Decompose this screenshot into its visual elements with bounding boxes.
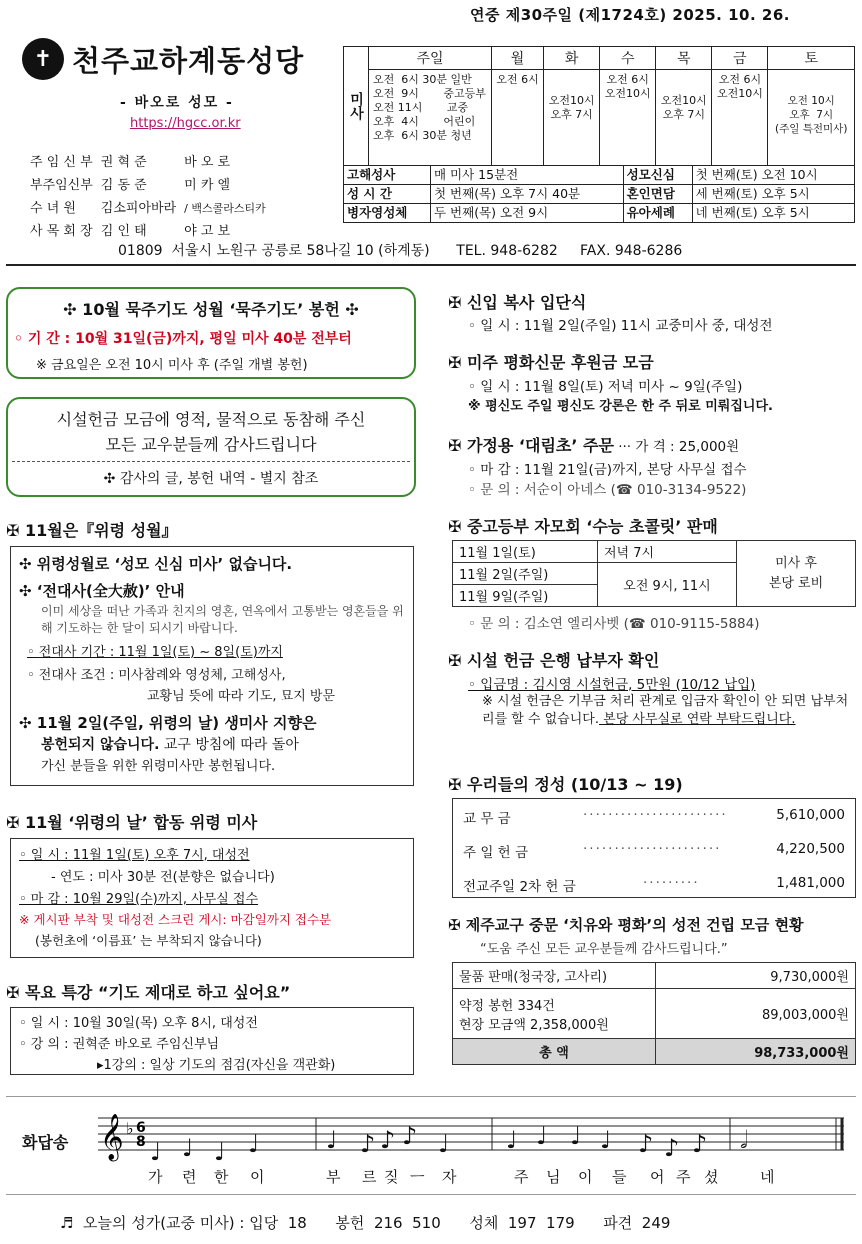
jeju-title: ✠ 제주교구 중문 ‘치유와 평화’의 성전 건립 모금 현황 — [448, 916, 804, 934]
svg-text:♪: ♪ — [360, 1130, 376, 1158]
joint-mass-box: ◦ 일 시 : 11월 1일(토) 오후 7시, 대성전 - 연도 : 미사 30분 전(분향은 없습니다) ◦ 마 감 : 10월 29일(수)까지, 사무실 접수 ※ 게시판 부착 및 대성전 스크린 게시: 마감일까지 접수분 (봉헌초에 ‘이름표’ 는 부착되지 않습니다) — [10, 838, 414, 958]
svg-text:♩: ♩ — [326, 1126, 338, 1154]
issue-info: 연중 제30주일 (제1724호) 2025. 10. 26. — [470, 6, 790, 24]
staff-row: 수 녀 원 김소피아바라 / 백스콜라스티카 — [30, 201, 266, 216]
svg-text:♪: ♪ — [638, 1130, 654, 1158]
svg-text:𝅗𝅥: 𝅗𝅥 — [740, 1126, 748, 1154]
jeju-table: 물품 판매(청국장, 고사리) 9,730,000원 약정 봉헌 334건 현장 모금액 2,358,000원 89,003,000원 총 액 98,733,000원 — [452, 962, 856, 1065]
november-box: ✣ 위령성월로 ‘성모 신심 미사’ 없습니다. ✣ ‘전대사(全大赦)’ 안내 이미 세상을 떠난 가족과 친지의 영혼, 연옥에서 고통받는 영혼들을 위해 기도하는 한 달이 되시기 바랍니다. ◦ 전대사 기간 : 11월 1일(토) ~ 8일(토)까지 ◦ 전대사 조건 : 미사참례와 영성체, 고해성사, 교황님 뜻에 따라 기도, 묘지 방문 ✣ 11월 2일(주일, 위령의 날) 생미사 지향은 봉헌되지 않습니다. 교구 방침에 따라 돌아 가신 분들을 위한 위령미사만 봉헌됩니다. — [10, 546, 414, 786]
svg-text:♩: ♩ — [536, 1122, 548, 1150]
svg-text:♩: ♩ — [150, 1138, 162, 1164]
hymns-today: ♬ 오늘의 성가(교중 미사) : 입당 18 봉헌 216 510 성체 197 179 파견 249 — [60, 1214, 671, 1232]
header-divider — [6, 264, 856, 266]
rosary-note: ※ 금요일은 오전 10시 미사 후 (주일 개별 봉헌) — [36, 358, 308, 373]
mass-schedule-table: 미사 주일 월 화 수 목 금 토 오전 6시 30분 일반 오전 9시 중고등부 오전 11시 교중 오후 4시 어린이 오후 6시 30분 청년 오전 6시 오전10시 오후 7시 오전 6시 오전10시 오전10시 오후 7시 오전 6시 오전10시 오전 10시 오후 7시 (주일 특전미사) — [343, 46, 855, 166]
staff-row: 부주임신부 김 동 준 미 카 엘 — [30, 178, 231, 193]
svg-text:♭: ♭ — [126, 1119, 134, 1138]
address: 01809 서울시 노원구 공릉로 58나길 10 (하계동) TEL. 948-6282 FAX. 948-6286 — [118, 243, 683, 259]
psalm-staff — [90, 1104, 852, 1164]
logo — [22, 38, 322, 80]
parish-name: 천주교하계동성당 — [72, 43, 305, 78]
thanks-box — [6, 397, 416, 497]
november-title: ✠ 11월은『위령 성월』 — [6, 521, 178, 540]
parish-logo-icon: ✝ — [22, 38, 64, 80]
svg-text:♪: ♪ — [402, 1122, 418, 1150]
peace-title: ✠ 미주 평화신문 후원금 모금 — [448, 353, 654, 372]
thanks-line-2: 모든 교우분들께 감사드립니다 — [105, 435, 317, 454]
svg-text:𝄞: 𝄞 — [100, 1114, 124, 1160]
psalm-label: 화답송 — [22, 1133, 69, 1152]
svg-text:6: 6 — [136, 1120, 146, 1136]
bank-title: ✠ 시설 헌금 은행 납부자 확인 — [448, 651, 660, 670]
altar-server-title: ✠ 신입 복사 입단식 — [448, 293, 587, 312]
staff-row: 주 임 신 부 권 혁 준 바 오 로 — [30, 155, 231, 170]
candle-title: ✠ 가정용 ‘대림초’ 주문 ··· 가 격 : 25,000원 — [448, 436, 740, 455]
thanks-line-3: ✣ 감사의 글, 봉헌 내역 - 별지 참조 — [103, 471, 319, 487]
rosary-title: ✣ 10월 묵주기도 성월 ‘묵주기도’ 봉헌 ✣ — [63, 300, 359, 319]
svg-text:8: 8 — [136, 1134, 146, 1150]
chocolate-table: 11월 1일(토) 저녁 7시 미사 후 본당 로비 11월 2일(주일) 오전 9시, 11시 11월 9일(주일) — [452, 540, 856, 607]
thanks-line-1: 시설헌금 모금에 영적, 물적으로 동참해 주신 — [56, 410, 366, 429]
rosary-period: ◦ 기 간 : 10월 31일(금)까지, 평일 미사 40분 전부터 — [14, 331, 352, 347]
svg-text:♩: ♩ — [248, 1130, 260, 1158]
svg-text:♪: ♪ — [692, 1130, 708, 1158]
svg-text:♩: ♩ — [182, 1134, 194, 1162]
svg-text:♩: ♩ — [506, 1126, 518, 1154]
patron-saint: - 바오로 성모 - — [120, 95, 234, 111]
svg-text:♩: ♩ — [438, 1130, 450, 1158]
rosary-notice-box — [6, 287, 416, 379]
lecture-box: ◦ 일 시 : 10월 30일(목) 오후 8시, 대성전 ◦ 강 의 : 권혁준 바오로 주임신부님 ▸1강의 : 일상 기도의 점검(자신을 객관화) — [10, 1007, 414, 1075]
svg-text:♩: ♩ — [570, 1122, 582, 1150]
offering-title: ✠ 우리들의 정성 (10/13 ~ 19) — [448, 775, 683, 794]
joint-mass-title: ✠ 11월 ‘위령의 날’ 합동 위령 미사 — [6, 813, 258, 832]
staff-list — [28, 150, 274, 244]
lecture-title: ✠ 목요 특강 “기도 제대로 하고 싶어요” — [6, 983, 291, 1002]
svg-text:♩: ♩ — [600, 1126, 612, 1154]
chocolate-title: ✠ 중고등부 자모회 ‘수능 초콜릿’ 판매 — [448, 517, 718, 536]
sacrament-schedule-table: 고해성사 매 미사 15분전 성모신심 첫 번째(토) 오전 10시 성 시 간 첫 번째(목) 오후 7시 40분 혼인면담 세 번째(토) 오후 5시 병자영성체 두 번째(목) 오전 9시 유아세례 네 번째(토) 오후 5시 — [343, 165, 855, 223]
staff-row: 사 목 회 장 김 인 태 야 고 보 — [30, 224, 231, 239]
website-link[interactable]: https://hgcc.or.kr — [130, 116, 241, 131]
svg-text:♩: ♩ — [214, 1138, 226, 1164]
offering-box: 교 무 금 ······················· 5,610,000 주 일 헌 금 ······················ 4,220,500 전교주일 2차 헌 금 ········· 1,481,000 — [452, 798, 856, 898]
svg-text:♪: ♪ — [664, 1134, 680, 1162]
svg-text:♪: ♪ — [380, 1126, 396, 1154]
mass-side-label: 미사 — [344, 47, 369, 166]
